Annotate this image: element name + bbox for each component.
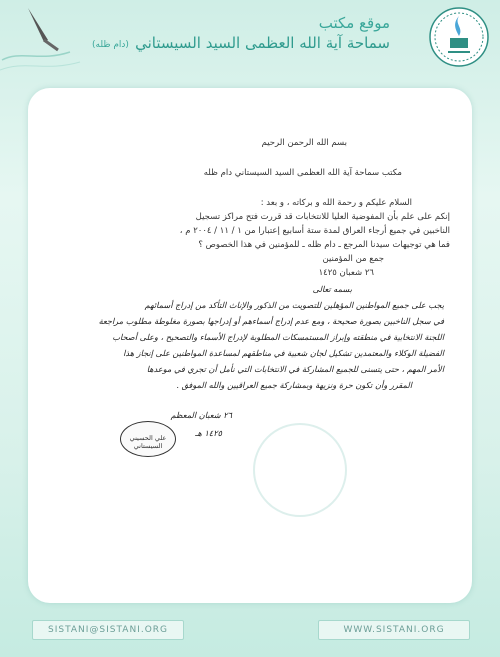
letter-greeting: السلام عليكم و رحمة الله و بركاته ، و بعد :	[260, 198, 412, 208]
site-title: موقع مكتب	[318, 14, 390, 32]
reply-line: في سجل الناخبين بصورة صحيحة ، ومع عدم إدراج أسماءهم أو إدراجها بصورة مغلوطة مطلوب مراجعة	[98, 316, 444, 326]
fountain-pen-icon	[0, 0, 90, 80]
reply-line: اللجنة الانتخابية في منطقته وإبراز المستمسكات المطلوبة لإدراج الأسماء والتصحيح ، وعلى أصحاب	[112, 332, 444, 342]
letter-date: ٢٦ شعبان ١٤٢٥	[318, 268, 374, 278]
reply-line: المقرر وأن تكون حرة ونزيهة وبمشاركة جميع العراقيين والله الموفق .	[176, 380, 412, 390]
letter-body-line: فما هي توجيهات سيدنا المرجع ـ دام ظله ـ للمؤمنين في هذا الخصوص ؟	[198, 240, 450, 250]
site-subtitle: سماحة آية الله العظمى السيد السيستاني	[135, 34, 390, 52]
seal-text: علي الحسيني السيستاني	[129, 434, 167, 450]
document-paper	[28, 88, 472, 603]
reply-line: يجب على جميع المواطنين المؤهلين للتصويت من الذكور والإناث التأكد من إدراج أسمائهم	[144, 300, 444, 310]
letter-addressee: مكتب سماحة آية الله العظمى السيد السيستاني دام ظله	[203, 168, 402, 178]
office-logo-icon[interactable]	[428, 6, 490, 68]
website-link[interactable]: WWW.SISTANI.ORG	[318, 620, 470, 640]
watermark-seal	[253, 423, 347, 517]
honorific: (دام ظله)	[92, 40, 129, 50]
letter-body-line: الناخبين في جميع أرجاء العراق لمدة ستة أسابيع إعتبارا من ١ / ١١ / ٢٠٠٤ م ،	[179, 226, 450, 236]
email-link[interactable]: SISTANI@SISTANI.ORG	[32, 620, 184, 640]
reply-line: الفضيلة الوكلاء والمعتمدين تشكيل لجان شعبية في مناطقهم لمساعدة المواطنين على إنجاز هذا	[123, 348, 444, 358]
reply-date: ٢٦ شعبان المعظم	[170, 410, 232, 420]
letter-signoff: جمع من المؤمنين	[322, 254, 384, 264]
reply-year: ١٤٢٥ هـ	[195, 428, 222, 438]
reply-line: الأمر المهم ، حتى يتسنى للجميع المشاركة في الانتخابات التي نأمل أن تجري في موعدها	[146, 364, 444, 374]
letter-basmala: بسم الله الرحمن الرحيم	[261, 138, 347, 148]
reply-basmala: بسمه تعالى	[312, 284, 352, 294]
site-header	[0, 0, 500, 88]
signature-seal	[120, 421, 176, 457]
letter-body-line: إنكم على علم بأن المفوضية العليا للانتخابات قد قررت فتح مراكز تسجيل	[195, 212, 450, 222]
